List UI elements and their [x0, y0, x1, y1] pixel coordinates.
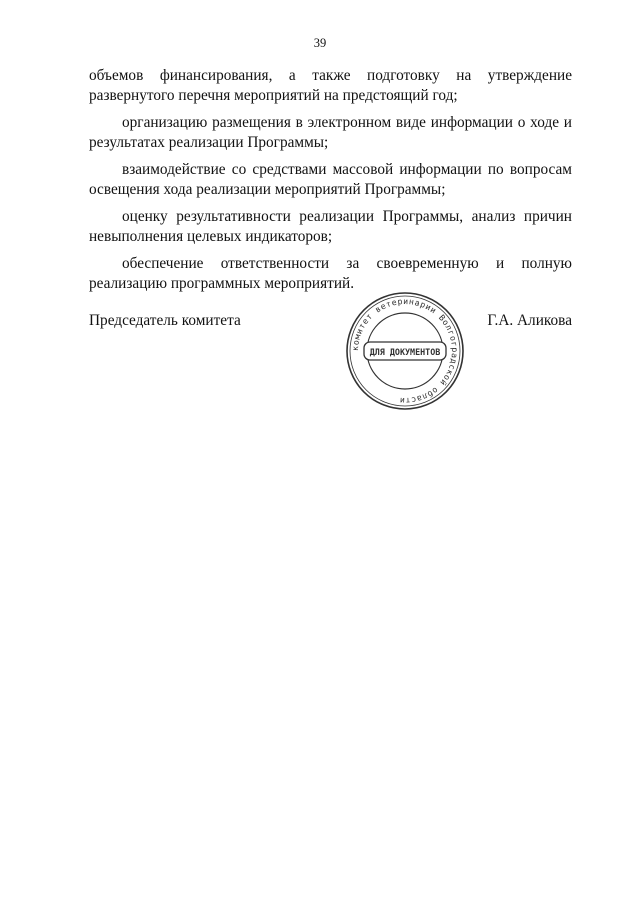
signatory-title: Председатель комитета [89, 312, 241, 329]
paragraph-line: реализацию программных мероприятий. [89, 275, 355, 292]
paragraph-publication [89, 113, 572, 153]
paragraph-line: результатах реализации Программы; [89, 134, 329, 151]
document-body [89, 66, 572, 301]
paragraph-line: невыполнения целевых индикаторов; [89, 228, 333, 245]
page-number: 39 [313, 36, 327, 50]
paragraph-responsibility [89, 254, 572, 294]
stamp-outer-text: комитет ветеринарии Волгоградской области [349, 295, 461, 407]
signature-block [89, 311, 572, 331]
paragraph-line: оценку результативности реализации Программы, анализ причин [122, 208, 572, 225]
paragraph-line: освещения хода реализации мероприятий Программы; [89, 181, 446, 198]
stamp-inner-text: ДЛЯ ДОКУМЕНТОВ [369, 347, 441, 357]
signatory-name: Г.А. Аликова [487, 312, 572, 329]
paragraph-evaluation [89, 207, 572, 247]
paragraph-line: обеспечение ответственности за своевременную и полную [122, 255, 572, 272]
paragraph-line: объемов финансирования, а также подготовку на утверждение [89, 67, 572, 84]
paragraph-line: развернутого перечня мероприятий на предстоящий год; [89, 87, 458, 104]
paragraph-media [89, 160, 572, 200]
official-stamp [344, 290, 466, 412]
paragraph-funding [89, 66, 572, 106]
paragraph-line: взаимодействие со средствами массовой информации по вопросам [122, 161, 572, 178]
paragraph-line: организацию размещения в электронном виде информации о ходе и [122, 114, 572, 131]
